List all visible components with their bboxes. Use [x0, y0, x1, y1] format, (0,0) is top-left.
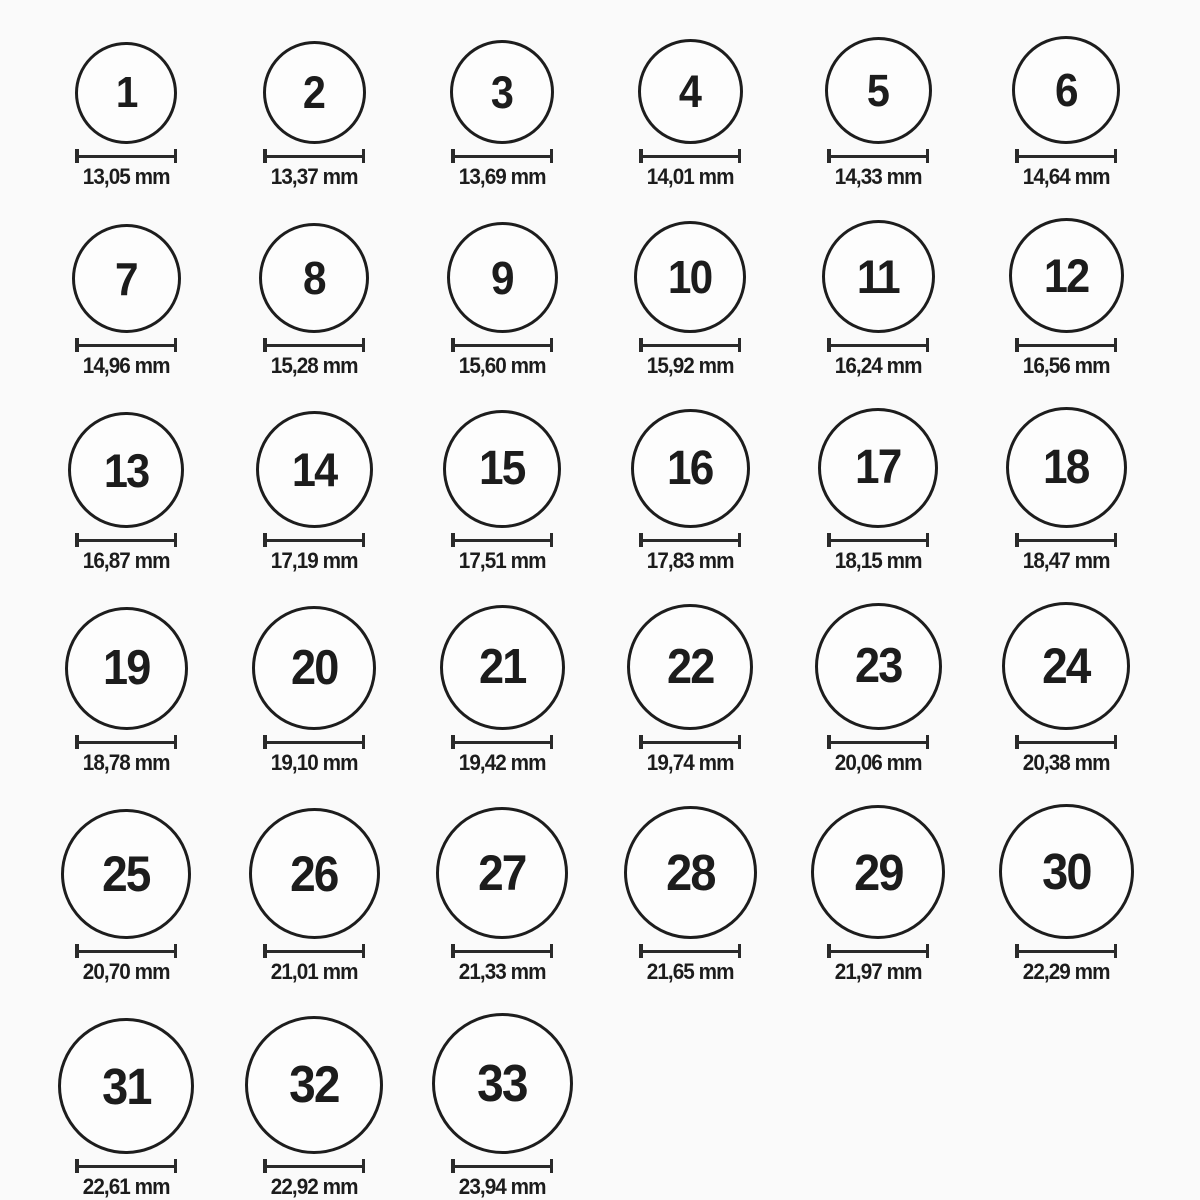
ring-size-item — [408, 222, 596, 377]
measure-bar — [263, 950, 365, 953]
diameter-label: 14,64 mm — [1022, 164, 1110, 189]
ring-circle — [631, 409, 750, 528]
ring-size-item — [408, 410, 596, 572]
ring-circle — [822, 220, 935, 333]
measure-tick-right-icon — [1114, 944, 1118, 958]
diameter-label: 19,74 mm — [646, 750, 734, 775]
diameter-measure-line — [263, 1159, 365, 1173]
diameter-measure-line — [263, 149, 365, 163]
diameter-measure-line — [75, 944, 177, 958]
ring-size-number: 12 — [1043, 249, 1089, 302]
diameter-measure-line — [451, 533, 553, 547]
ring-size-number: 11 — [856, 250, 900, 303]
ring-size-item — [596, 221, 784, 377]
ring-size-number: 13 — [103, 443, 149, 497]
ring-circle — [447, 222, 558, 333]
diameter-label: 13,69 mm — [458, 164, 546, 189]
measure-tick-right-icon — [926, 149, 930, 163]
ring-size-number: 30 — [1041, 843, 1091, 900]
measure-bar — [1015, 344, 1117, 347]
measure-bar — [1015, 539, 1117, 542]
diameter-measure-line — [827, 338, 929, 352]
measure-tick-right-icon — [174, 149, 178, 163]
diameter-measure-line — [75, 338, 177, 352]
ring-size-number: 28 — [665, 844, 715, 901]
diameter-measure-line — [639, 338, 741, 352]
measure-tick-right-icon — [738, 338, 742, 352]
ring-circle — [638, 39, 743, 144]
ring-size-item — [32, 1018, 220, 1198]
diameter-measure-line — [263, 533, 365, 547]
measure-tick-right-icon — [738, 944, 742, 958]
ring-size-number: 5 — [867, 65, 889, 116]
diameter-measure-line — [75, 735, 177, 749]
ring-size-number: 27 — [478, 845, 526, 901]
measure-bar — [451, 741, 553, 744]
diameter-label: 14,96 mm — [82, 353, 170, 378]
diameter-measure-line — [639, 944, 741, 958]
ring-circle — [58, 1018, 194, 1154]
ring-size-item — [32, 809, 220, 983]
diameter-label: 16,56 mm — [1022, 353, 1110, 378]
measure-tick-right-icon — [362, 338, 366, 352]
diameter-measure-line — [827, 149, 929, 163]
measure-bar — [1015, 155, 1117, 158]
measure-bar — [639, 950, 741, 953]
diameter-label: 17,19 mm — [270, 548, 358, 573]
diameter-label: 21,01 mm — [270, 959, 358, 984]
diameter-label: 18,15 mm — [834, 548, 922, 573]
ring-size-number: 23 — [854, 639, 902, 693]
measure-tick-right-icon — [362, 944, 366, 958]
measure-bar — [451, 155, 553, 158]
measure-tick-right-icon — [550, 735, 554, 749]
diameter-measure-line — [451, 338, 553, 352]
ring-size-item — [784, 408, 972, 572]
measure-bar — [75, 155, 177, 158]
measure-tick-right-icon — [550, 1159, 554, 1173]
ring-circle — [999, 804, 1134, 939]
ring-size-number: 32 — [289, 1056, 339, 1114]
measure-bar — [827, 344, 929, 347]
measure-tick-right-icon — [550, 944, 554, 958]
measure-bar — [827, 155, 929, 158]
ring-size-item — [408, 605, 596, 774]
measure-tick-right-icon — [738, 735, 742, 749]
ring-circle — [825, 37, 932, 144]
diameter-measure-line — [75, 533, 177, 547]
diameter-label: 23,94 mm — [458, 1174, 546, 1199]
ring-size-number: 17 — [855, 441, 901, 494]
ring-size-item — [972, 36, 1160, 188]
diameter-label: 17,51 mm — [458, 548, 546, 573]
ring-circle — [61, 809, 191, 939]
ring-size-number: 18 — [1043, 440, 1089, 494]
measure-bar — [827, 539, 929, 542]
ring-size-number: 8 — [303, 252, 325, 304]
ring-circle — [72, 224, 181, 333]
measure-bar — [451, 539, 553, 542]
ring-size-number: 20 — [290, 640, 338, 695]
ring-size-item — [408, 1013, 596, 1198]
ring-size-item — [972, 407, 1160, 572]
ring-size-number: 9 — [491, 251, 513, 304]
diameter-label: 14,01 mm — [646, 164, 734, 189]
measure-tick-right-icon — [1114, 533, 1118, 547]
ring-size-item — [408, 807, 596, 983]
measure-tick-right-icon — [174, 338, 178, 352]
ring-size-number: 22 — [666, 639, 714, 694]
ring-size-item — [972, 602, 1160, 774]
diameter-label: 21,97 mm — [834, 959, 922, 984]
ring-size-item — [596, 806, 784, 983]
measure-bar — [827, 950, 929, 953]
ring-circle — [440, 605, 565, 730]
diameter-label: 13,05 mm — [82, 164, 170, 189]
ring-circle — [818, 408, 938, 528]
measure-tick-right-icon — [174, 735, 178, 749]
diameter-measure-line — [263, 735, 365, 749]
ring-circle — [624, 806, 757, 939]
diameter-measure-line — [263, 338, 365, 352]
diameter-label: 16,87 mm — [82, 548, 170, 573]
measure-bar — [75, 741, 177, 744]
measure-bar — [451, 1165, 553, 1168]
ring-circle — [245, 1016, 383, 1154]
measure-tick-right-icon — [1114, 338, 1118, 352]
diameter-label: 20,70 mm — [82, 959, 170, 984]
ring-size-number: 10 — [668, 251, 712, 303]
measure-bar — [75, 539, 177, 542]
measure-bar — [75, 950, 177, 953]
ring-circle — [811, 805, 945, 939]
ring-size-item — [408, 40, 596, 188]
diameter-label: 18,47 mm — [1022, 548, 1110, 573]
ring-circle — [65, 607, 188, 730]
ring-circle — [436, 807, 568, 939]
diameter-measure-line — [75, 149, 177, 163]
ring-circle — [1006, 407, 1127, 528]
ring-size-number: 31 — [101, 1057, 151, 1115]
diameter-measure-line — [451, 944, 553, 958]
diameter-measure-line — [639, 533, 741, 547]
measure-bar — [1015, 741, 1117, 744]
diameter-measure-line — [451, 735, 553, 749]
ring-size-item — [784, 220, 972, 377]
measure-bar — [263, 344, 365, 347]
ring-circle — [815, 603, 942, 730]
diameter-measure-line — [827, 944, 929, 958]
measure-bar — [639, 155, 741, 158]
ring-size-number: 16 — [667, 441, 713, 495]
measure-tick-right-icon — [550, 533, 554, 547]
ring-circle — [450, 40, 554, 144]
ring-circle — [1002, 602, 1130, 730]
diameter-label: 18,78 mm — [82, 750, 170, 775]
measure-tick-right-icon — [362, 1159, 366, 1173]
ring-circle — [75, 42, 177, 144]
diameter-label: 22,92 mm — [270, 1174, 358, 1199]
ring-size-item — [32, 607, 220, 774]
ring-size-item — [220, 411, 408, 572]
diameter-measure-line — [263, 944, 365, 958]
diameter-measure-line — [1015, 944, 1117, 958]
measure-bar — [75, 344, 177, 347]
diameter-label: 22,29 mm — [1022, 959, 1110, 984]
diameter-label: 21,65 mm — [646, 959, 734, 984]
ring-size-item — [32, 42, 220, 188]
ring-size-item — [784, 805, 972, 983]
measure-bar — [451, 344, 553, 347]
ring-circle — [1012, 36, 1120, 144]
ring-circle — [263, 41, 366, 144]
measure-tick-right-icon — [738, 149, 742, 163]
ring-size-item — [220, 808, 408, 983]
ring-size-number: 7 — [115, 252, 137, 305]
ring-size-number: 4 — [679, 66, 701, 117]
ring-size-number: 3 — [491, 66, 513, 118]
ring-circle — [68, 412, 184, 528]
measure-tick-right-icon — [926, 338, 930, 352]
ring-size-item — [596, 409, 784, 572]
measure-tick-right-icon — [738, 533, 742, 547]
ring-size-item — [32, 224, 220, 377]
diameter-label: 20,06 mm — [834, 750, 922, 775]
diameter-measure-line — [1015, 338, 1117, 352]
diameter-label: 19,10 mm — [270, 750, 358, 775]
measure-tick-right-icon — [550, 149, 554, 163]
ring-size-item — [784, 603, 972, 774]
diameter-measure-line — [1015, 735, 1117, 749]
ring-size-item — [220, 1016, 408, 1198]
measure-tick-right-icon — [550, 338, 554, 352]
ring-size-item — [220, 606, 408, 774]
measure-tick-right-icon — [1114, 149, 1118, 163]
diameter-measure-line — [1015, 149, 1117, 163]
ring-size-item — [596, 604, 784, 774]
ring-size-number: 21 — [478, 640, 526, 694]
diameter-measure-line — [75, 1159, 177, 1173]
ring-size-item — [220, 223, 408, 377]
diameter-measure-line — [451, 1159, 553, 1173]
ring-circle — [256, 411, 373, 528]
diameter-label: 15,28 mm — [270, 353, 358, 378]
diameter-measure-line — [827, 533, 929, 547]
ring-size-item — [784, 37, 972, 188]
ring-size-number: 26 — [290, 845, 338, 902]
ring-circle — [627, 604, 753, 730]
measure-bar — [263, 155, 365, 158]
measure-bar — [263, 539, 365, 542]
diameter-label: 16,24 mm — [834, 353, 922, 378]
measure-tick-right-icon — [174, 533, 178, 547]
ring-size-item — [596, 39, 784, 188]
ring-circle — [249, 808, 380, 939]
ring-size-number: 1 — [115, 68, 137, 117]
ring-size-number: 2 — [303, 67, 325, 118]
ring-size-number: 14 — [291, 443, 337, 496]
ring-circle — [1009, 218, 1124, 333]
diameter-measure-line — [1015, 533, 1117, 547]
diameter-label: 20,38 mm — [1022, 750, 1110, 775]
diameter-measure-line — [827, 735, 929, 749]
ring-size-number: 15 — [479, 442, 525, 495]
measure-bar — [1015, 950, 1117, 953]
ring-size-item — [220, 41, 408, 188]
ring-circle — [432, 1013, 573, 1154]
ring-size-number: 19 — [102, 641, 150, 695]
diameter-label: 17,83 mm — [646, 548, 734, 573]
measure-bar — [263, 1165, 365, 1168]
measure-tick-right-icon — [362, 533, 366, 547]
ring-size-number: 33 — [477, 1054, 527, 1113]
ring-circle — [259, 223, 369, 333]
ring-circle — [252, 606, 376, 730]
ring-circle — [634, 221, 746, 333]
ring-size-number: 25 — [102, 846, 150, 902]
diameter-label: 22,61 mm — [82, 1174, 170, 1199]
measure-tick-right-icon — [1114, 735, 1118, 749]
measure-tick-right-icon — [926, 735, 930, 749]
diameter-measure-line — [451, 149, 553, 163]
ring-size-number: 6 — [1055, 64, 1077, 116]
diameter-measure-line — [639, 149, 741, 163]
measure-bar — [639, 344, 741, 347]
diameter-label: 21,33 mm — [458, 959, 546, 984]
ring-size-number: 29 — [853, 843, 903, 901]
ring-size-item — [972, 804, 1160, 983]
ring-size-number: 24 — [1042, 638, 1090, 694]
diameter-measure-line — [639, 735, 741, 749]
ring-size-item — [972, 218, 1160, 377]
measure-bar — [639, 539, 741, 542]
measure-bar — [75, 1165, 177, 1168]
ring-circle — [443, 410, 561, 528]
measure-bar — [827, 741, 929, 744]
diameter-label: 15,60 mm — [458, 353, 546, 378]
diameter-label: 13,37 mm — [270, 164, 358, 189]
measure-tick-right-icon — [926, 533, 930, 547]
measure-tick-right-icon — [362, 735, 366, 749]
ring-size-item — [32, 412, 220, 572]
measure-tick-right-icon — [174, 1159, 178, 1173]
measure-tick-right-icon — [926, 944, 930, 958]
diameter-label: 15,92 mm — [646, 353, 734, 378]
measure-tick-right-icon — [174, 944, 178, 958]
diameter-label: 14,33 mm — [834, 164, 922, 189]
diameter-label: 19,42 mm — [458, 750, 546, 775]
measure-tick-right-icon — [362, 149, 366, 163]
measure-bar — [451, 950, 553, 953]
measure-bar — [263, 741, 365, 744]
measure-bar — [639, 741, 741, 744]
